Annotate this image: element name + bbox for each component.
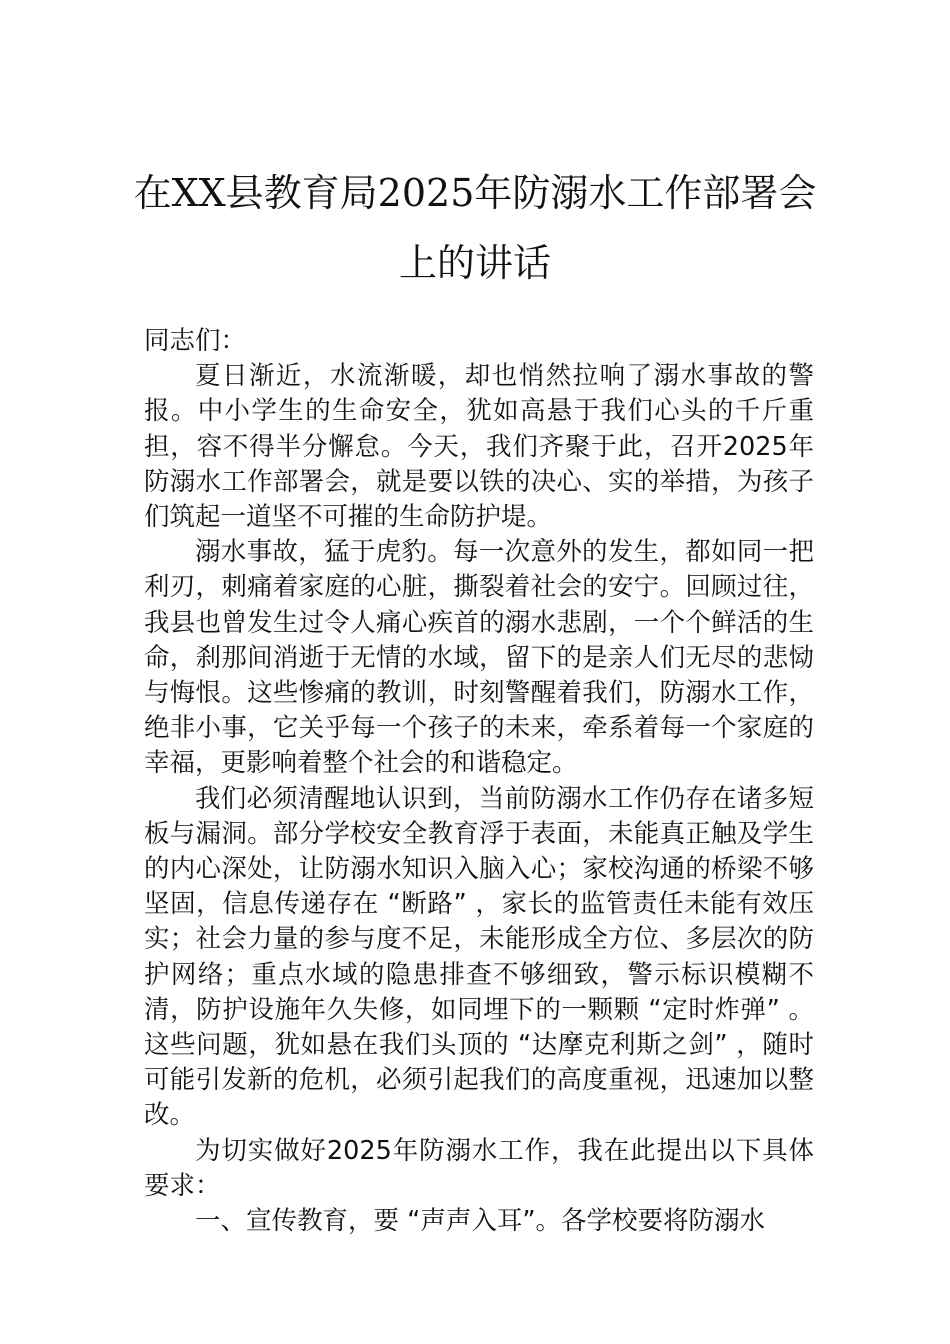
document-title (110, 158, 840, 298)
paragraph-4: 为切实做好2025年防溺水工作，我在此提出以下具体要求： (144, 1135, 814, 1201)
title-line-1: 在XX县教育局2025年防溺水工作部署会 (133, 171, 817, 215)
paragraph-5: 一、宣传教育，要 “声声入耳”。各学校要将防溺水 (195, 1206, 766, 1237)
paragraph-2: 溺水事故，猛于虎豹。每一次意外的发生，都如同一把利刃，刺痛着家庭的心脏，撕裂着社会的安宁。回顾过往，我县也曾发生过令人痛心疾首的溺水悲剧，一个个鲜活的生命，刹那间消逝于无情的水域，留下的是亲人们无尽的悲恸与悔恨。这些惨痛的教训，时刻警醒着我们，防溺水工作，绝非小事，它关乎每一个孩子的未来，牵系着每一个家庭的幸福，更影响着整个社会的和谐稳定。 (144, 537, 814, 779)
salutation: 同志们： (144, 326, 247, 356)
title-line-2: 上的讲话 (398, 241, 551, 285)
paragraph-3: 我们必须清醒地认识到，当前防溺水工作仍存在诸多短板与漏洞。部分学校安全教育浮于表面，未能真正触及学生的内心深处，让防溺水知识入脑入心；家校沟通的桥梁不够坚固，信息传递存在 “断路” ，家长的监管责任未能有效压实；社会力量的参与度不足，未能形成全方位、多层次的防护网络；重点水域的隐患排查不够细致，警示标识模糊不清，防护设施年久失修，如同埋下的一颗颗 “定时炸弹” 。这些问题，犹如悬在我们头顶的 “达摩克利斯之剑” ，随时可能引发新的危机，必须引起我们的高度重视，迅速加以整改。 (144, 783, 814, 1131)
paragraph-1: 夏日渐近，水流渐暖，却也悄然拉响了溺水事故的警报。中小学生的生命安全，犹如高悬于我们心头的千斤重担，容不得半分懈怠。今天，我们齐聚于此，召开2025年防溺水工作部署会，就是要以铁的决心、实的举措，为孩子们筑起一道坚不可摧的生命防护堤。 (144, 361, 814, 533)
document-body (144, 324, 814, 1239)
